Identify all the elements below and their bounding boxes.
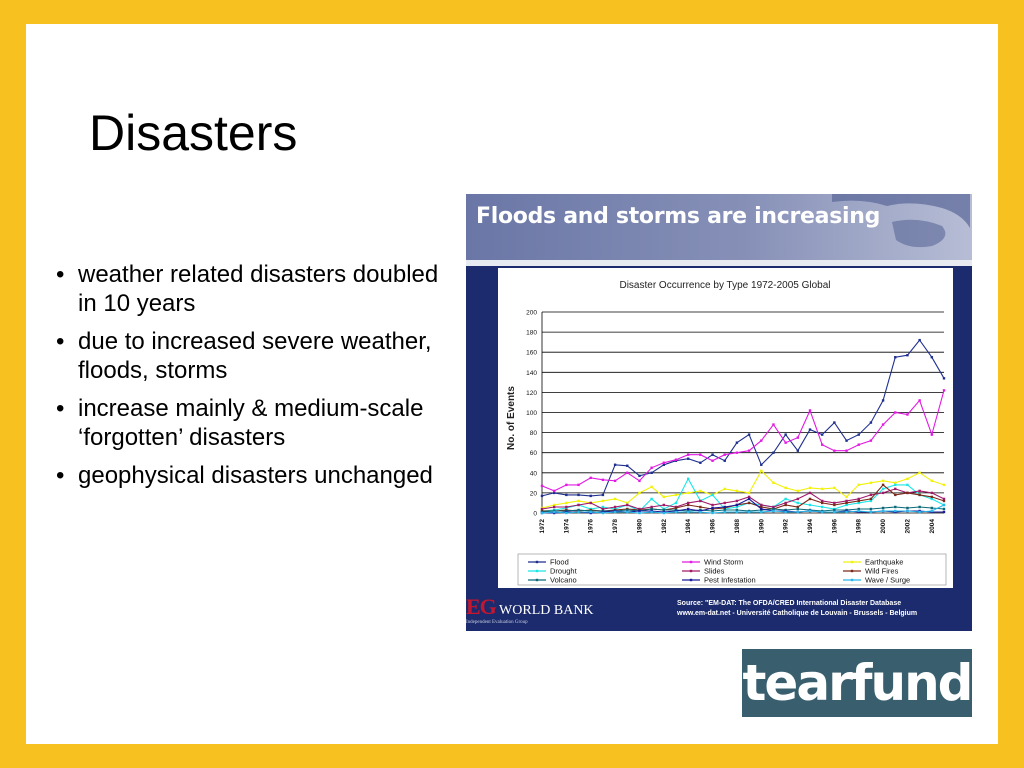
legend-label: Volcano (550, 575, 577, 585)
data-point (906, 413, 908, 415)
data-point (845, 496, 847, 498)
data-point (760, 508, 762, 510)
data-point (906, 492, 908, 494)
y-tick-label: 20 (529, 490, 537, 498)
data-point (918, 511, 920, 513)
x-tick-label: 1996 (831, 519, 839, 534)
bullet-dot: • (56, 395, 65, 422)
legend-marker (690, 561, 692, 563)
data-point (711, 512, 713, 514)
data-point (870, 482, 872, 484)
data-point (882, 507, 884, 509)
data-point (602, 494, 604, 496)
data-point (784, 504, 786, 506)
legend-marker (536, 570, 538, 572)
data-point (711, 494, 713, 496)
data-point (772, 423, 774, 425)
bullet-dot: • (56, 328, 65, 355)
data-point (882, 484, 884, 486)
data-point (894, 510, 896, 512)
data-point (894, 356, 896, 358)
data-point (858, 443, 860, 445)
data-point (687, 508, 689, 510)
data-point (809, 492, 811, 494)
data-point (943, 511, 945, 513)
data-point (602, 500, 604, 502)
world-bank-logo (466, 594, 594, 625)
data-point (943, 504, 945, 506)
source-line-1: Source: "EM-DAT: The OFDA/CRED International Disaster Database (677, 600, 902, 607)
data-point (577, 500, 579, 502)
data-point (626, 472, 628, 474)
data-point (663, 462, 665, 464)
x-tick-label: 1994 (807, 519, 814, 534)
data-point (748, 492, 750, 494)
data-point (565, 502, 567, 504)
data-point (870, 439, 872, 441)
data-point (906, 510, 908, 512)
bullet-list (56, 260, 446, 499)
chart-legend (518, 554, 946, 585)
figure-header (466, 194, 972, 260)
data-point (638, 492, 640, 494)
x-tick-labels (539, 519, 936, 534)
x-tick-label: 1974 (563, 519, 571, 534)
data-point (614, 480, 616, 482)
data-point (858, 500, 860, 502)
data-point (699, 454, 701, 456)
data-point (760, 464, 762, 466)
data-point (602, 479, 604, 481)
data-point (870, 511, 872, 513)
data-point (797, 436, 799, 438)
data-point (931, 492, 933, 494)
data-point (626, 504, 628, 506)
data-point (943, 389, 945, 391)
data-point (809, 487, 811, 489)
slide-title: Disasters (89, 105, 298, 161)
data-point (724, 488, 726, 490)
y-axis-label: No. of Events (506, 386, 517, 450)
data-point (894, 484, 896, 486)
data-point (687, 458, 689, 460)
data-point (821, 506, 823, 508)
legend-marker (536, 561, 538, 563)
data-point (931, 510, 933, 512)
data-point (882, 399, 884, 401)
data-point (918, 490, 920, 492)
data-point (711, 504, 713, 506)
data-point (918, 339, 920, 341)
tearfund-logo-text: tearfund (742, 654, 972, 712)
data-point (748, 498, 750, 500)
data-point (663, 504, 665, 506)
data-point (590, 477, 592, 479)
x-tick-label: 2000 (880, 519, 888, 534)
data-point (614, 498, 616, 500)
brand-name: WORLD BANK (499, 603, 594, 618)
y-tick-label: 160 (526, 349, 537, 357)
y-tick-label: 200 (526, 309, 537, 317)
data-point (772, 482, 774, 484)
data-point (687, 492, 689, 494)
data-point (845, 439, 847, 441)
legend-label: Wave / Surge (865, 575, 911, 585)
series-lines (541, 339, 945, 514)
data-point (711, 454, 713, 456)
data-point (699, 500, 701, 502)
data-point (675, 494, 677, 496)
data-point (577, 494, 579, 496)
data-point (760, 439, 762, 441)
data-point (809, 409, 811, 411)
data-point (943, 377, 945, 379)
legend-marker (851, 561, 853, 563)
legend-marker (690, 579, 692, 581)
x-tick-label: 1992 (782, 519, 790, 534)
y-tick-label: 180 (526, 329, 537, 337)
data-point (577, 504, 579, 506)
data-point (906, 478, 908, 480)
data-point (614, 506, 616, 508)
slide (26, 24, 998, 744)
y-tick-label: 60 (529, 450, 537, 458)
data-point (906, 507, 908, 509)
data-point (931, 433, 933, 435)
data-point (943, 500, 945, 502)
data-point (687, 511, 689, 513)
data-point (858, 510, 860, 512)
data-point (882, 488, 884, 490)
tearfund-logo (742, 649, 972, 717)
data-point (882, 480, 884, 482)
data-point (797, 449, 799, 451)
data-point (809, 510, 811, 512)
data-point (870, 494, 872, 496)
data-point (650, 486, 652, 488)
data-point (870, 498, 872, 500)
legend-label: Drought (550, 566, 577, 576)
data-point (943, 484, 945, 486)
data-point (638, 512, 640, 514)
data-point (541, 495, 543, 497)
data-point (784, 433, 786, 435)
data-point (724, 460, 726, 462)
data-point (650, 511, 652, 513)
data-point (858, 484, 860, 486)
data-point (906, 484, 908, 486)
legend-marker (851, 579, 853, 581)
chart-title: Disaster Occurrence by Type 1972-2005 Global (619, 280, 831, 291)
data-point (724, 511, 726, 513)
data-point (833, 511, 835, 513)
data-point (748, 502, 750, 504)
x-tick-label: 1978 (612, 519, 620, 534)
data-point (784, 487, 786, 489)
data-point (541, 485, 543, 487)
data-point (870, 508, 872, 510)
bullet-item (56, 394, 446, 452)
data-point (894, 411, 896, 413)
data-point (809, 504, 811, 506)
data-point (675, 511, 677, 513)
legend-label: Earthquake (865, 557, 904, 567)
data-point (711, 460, 713, 462)
data-point (663, 496, 665, 498)
data-point (687, 454, 689, 456)
bullet-dot: • (56, 462, 65, 489)
x-tick-label: 2004 (928, 519, 936, 534)
data-point (797, 502, 799, 504)
grid-lines (542, 312, 944, 513)
data-point (809, 498, 811, 500)
data-point (821, 502, 823, 504)
data-point (614, 511, 616, 513)
data-point (590, 495, 592, 497)
data-point (626, 465, 628, 467)
data-point (565, 494, 567, 496)
y-tick-label: 0 (533, 510, 537, 518)
x-tick-label: 1998 (855, 519, 863, 534)
data-point (602, 512, 604, 514)
data-point (736, 490, 738, 492)
data-point (565, 484, 567, 486)
header-divider (466, 260, 972, 266)
data-point (553, 490, 555, 492)
brand-tagline: Independent Evaluation Group (466, 620, 528, 625)
bullet-text: weather related disasters doubled in 10 years (78, 261, 439, 317)
data-point (809, 428, 811, 430)
data-point (943, 508, 945, 510)
data-point (748, 511, 750, 513)
data-point (638, 480, 640, 482)
data-point (918, 472, 920, 474)
data-point (699, 506, 701, 508)
series-line (542, 390, 944, 491)
data-point (821, 511, 823, 513)
data-point (918, 494, 920, 496)
data-point (894, 488, 896, 490)
data-point (772, 452, 774, 454)
data-point (797, 498, 799, 500)
data-point (845, 449, 847, 451)
data-point (724, 454, 726, 456)
data-point (784, 498, 786, 500)
bullet-text: due to increased severe weather, floods, storms (78, 328, 432, 384)
legend-label: Flood (550, 557, 569, 567)
data-point (626, 511, 628, 513)
data-point (845, 502, 847, 504)
data-point (736, 500, 738, 502)
data-point (663, 512, 665, 514)
legend-label: Pest Infestation (704, 575, 756, 585)
data-point (565, 512, 567, 514)
data-point (650, 472, 652, 474)
data-point (724, 502, 726, 504)
source-line-2: www.em-dat.net - Université Catholique de Louvain - Brussels - Belgium (677, 610, 918, 617)
data-point (650, 467, 652, 469)
y-tick-label: 120 (526, 389, 537, 397)
bullet-item (56, 260, 446, 318)
data-point (711, 507, 713, 509)
legend-label: Wild Fires (865, 566, 899, 576)
data-point (845, 511, 847, 513)
legend-marker (851, 570, 853, 572)
y-tick-label: 140 (526, 369, 537, 377)
data-point (760, 511, 762, 513)
y-tick-label: 80 (529, 430, 537, 438)
data-point (821, 488, 823, 490)
data-point (870, 421, 872, 423)
data-point (675, 459, 677, 461)
data-point (614, 464, 616, 466)
data-point (675, 502, 677, 504)
data-point (931, 507, 933, 509)
data-point (650, 498, 652, 500)
legend-marker (690, 570, 692, 572)
data-point (590, 502, 592, 504)
data-point (821, 433, 823, 435)
data-point (736, 504, 738, 506)
data-point (821, 443, 823, 445)
data-point (882, 510, 884, 512)
bullet-item (56, 461, 446, 490)
x-tick-label: 2002 (904, 519, 912, 534)
data-point (590, 511, 592, 513)
data-point (687, 478, 689, 480)
data-point (736, 441, 738, 443)
data-point (797, 511, 799, 513)
bullet-text: geophysical disasters unchanged (78, 462, 433, 489)
data-point (553, 511, 555, 513)
y-tick-label: 40 (529, 470, 537, 478)
data-point (724, 506, 726, 508)
data-point (784, 441, 786, 443)
data-point (931, 480, 933, 482)
x-tick-label: 1990 (758, 519, 766, 534)
bullet-text: increase mainly & medium-scale ‘forgotten’ disasters (78, 395, 424, 451)
data-point (797, 508, 799, 510)
data-point (699, 511, 701, 513)
source-note (677, 599, 917, 619)
data-point (894, 494, 896, 496)
data-point (882, 492, 884, 494)
data-point (772, 510, 774, 512)
y-tick-label: 100 (526, 410, 537, 417)
data-point (687, 504, 689, 506)
legend-marker (536, 579, 538, 581)
legend-label: Wind Storm (704, 557, 744, 567)
data-point (882, 423, 884, 425)
bullet-dot: • (56, 261, 65, 288)
data-point (906, 354, 908, 356)
data-point (833, 487, 835, 489)
x-tick-label: 1976 (587, 519, 595, 534)
x-tick-label: 1972 (539, 519, 546, 534)
x-tick-label: 1980 (636, 519, 644, 534)
data-point (858, 433, 860, 435)
data-point (699, 490, 701, 492)
data-point (797, 490, 799, 492)
x-tick-label: 1984 (685, 519, 693, 534)
data-point (833, 504, 835, 506)
x-tick-label: 1982 (660, 519, 668, 534)
data-point (577, 484, 579, 486)
data-point (736, 511, 738, 513)
data-point (748, 449, 750, 451)
data-point (784, 511, 786, 513)
data-point (699, 462, 701, 464)
y-tick-labels (526, 310, 537, 518)
data-point (833, 449, 835, 451)
brand-prefix: EG (466, 594, 496, 619)
data-point (918, 506, 920, 508)
data-point (931, 496, 933, 498)
bullet-item (56, 327, 446, 385)
data-point (541, 512, 543, 514)
data-point (565, 506, 567, 508)
x-tick-label: 1986 (709, 519, 717, 534)
data-point (918, 399, 920, 401)
legend-label: Slides (704, 566, 725, 576)
data-point (577, 511, 579, 513)
figure-header-title: Floods and storms are increasing (476, 204, 881, 229)
line-chart (498, 268, 953, 588)
plot-area (498, 268, 953, 588)
chart-figure (466, 194, 972, 631)
data-point (760, 470, 762, 472)
data-point (833, 421, 835, 423)
data-point (553, 506, 555, 508)
data-point (748, 433, 750, 435)
data-point (638, 475, 640, 477)
data-point (894, 506, 896, 508)
data-point (736, 452, 738, 454)
data-point (931, 356, 933, 358)
x-tick-label: 1988 (733, 519, 741, 534)
